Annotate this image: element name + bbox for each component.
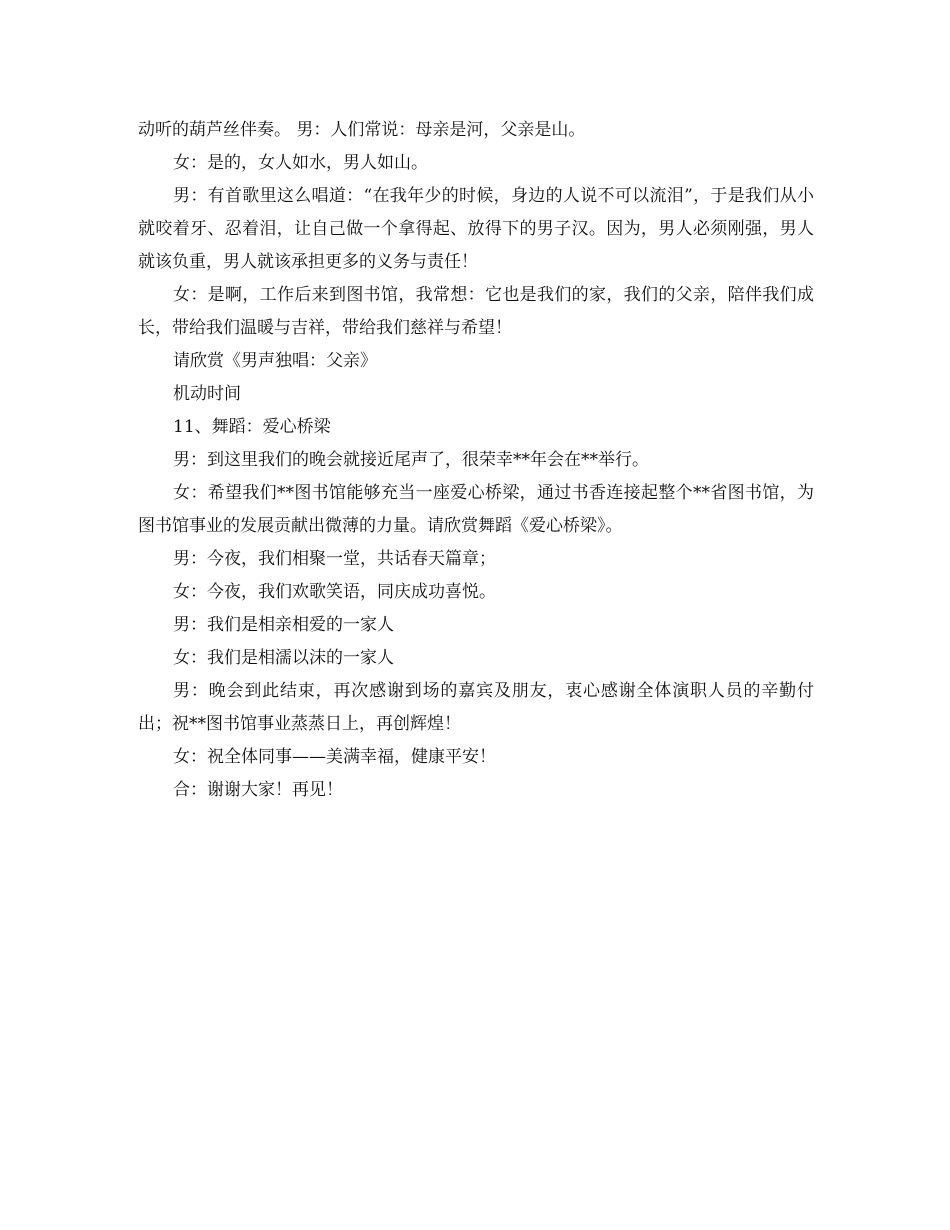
paragraph-continued: 动听的葫芦丝伴奏。 男：人们常说：母亲是河，父亲是山。	[138, 120, 586, 140]
paragraph: 合：谢谢大家！再见！	[173, 780, 343, 800]
paragraph: 男：今夜，我们相聚一堂，共话春天篇章；	[173, 549, 496, 569]
paragraph: 男：到这里我们的晚会就接近尾声了，很荣幸**年会在**举行。	[173, 450, 649, 470]
paragraph: 男：晚会到此结束，再次感谢到场的嘉宾及朋友，衷心感谢全体演职人员的辛勤付出；祝**图书馆事业蒸蒸日上，再创辉煌！	[138, 681, 814, 734]
paragraph: 女：今夜，我们欢歌笑语，同庆成功喜悦。	[173, 582, 496, 602]
paragraph: 机动时间	[173, 384, 241, 404]
paragraph: 女：我们是相濡以沫的一家人	[173, 648, 394, 668]
paragraph: 男：我们是相亲相爱的一家人	[173, 615, 394, 635]
paragraph: 11、舞蹈：爱心桥梁	[173, 417, 331, 437]
paragraph: 女：是的，女人如水，男人如山。	[173, 153, 428, 173]
paragraph: 女：希望我们**图书馆能够充当一座爱心桥梁，通过书香连接起整个**省图书馆，为图书馆事业的发展贡献出微薄的力量。请欣赏舞蹈《爱心桥梁》。	[138, 483, 814, 536]
paragraph: 请欣赏《男声独唱：父亲》	[173, 351, 377, 371]
paragraph: 男：有首歌里这么唱道：“在我年少的时候，身边的人说不可以流泪”，于是我们从小就咬着牙、忍着泪，让自己做一个拿得起、放得下的男子汉。因为，男人必须刚强，男人就该负重，男人就该承担更多的义务与责任！	[138, 186, 814, 272]
document-body	[138, 114, 814, 807]
paragraph: 女：是啊，工作后来到图书馆，我常想：它也是我们的家，我们的父亲，陪伴我们成长，带给我们温暖与吉祥，带给我们慈祥与希望！	[138, 285, 814, 338]
paragraph: 女：祝全体同事——美满幸福，健康平安！	[173, 747, 496, 767]
